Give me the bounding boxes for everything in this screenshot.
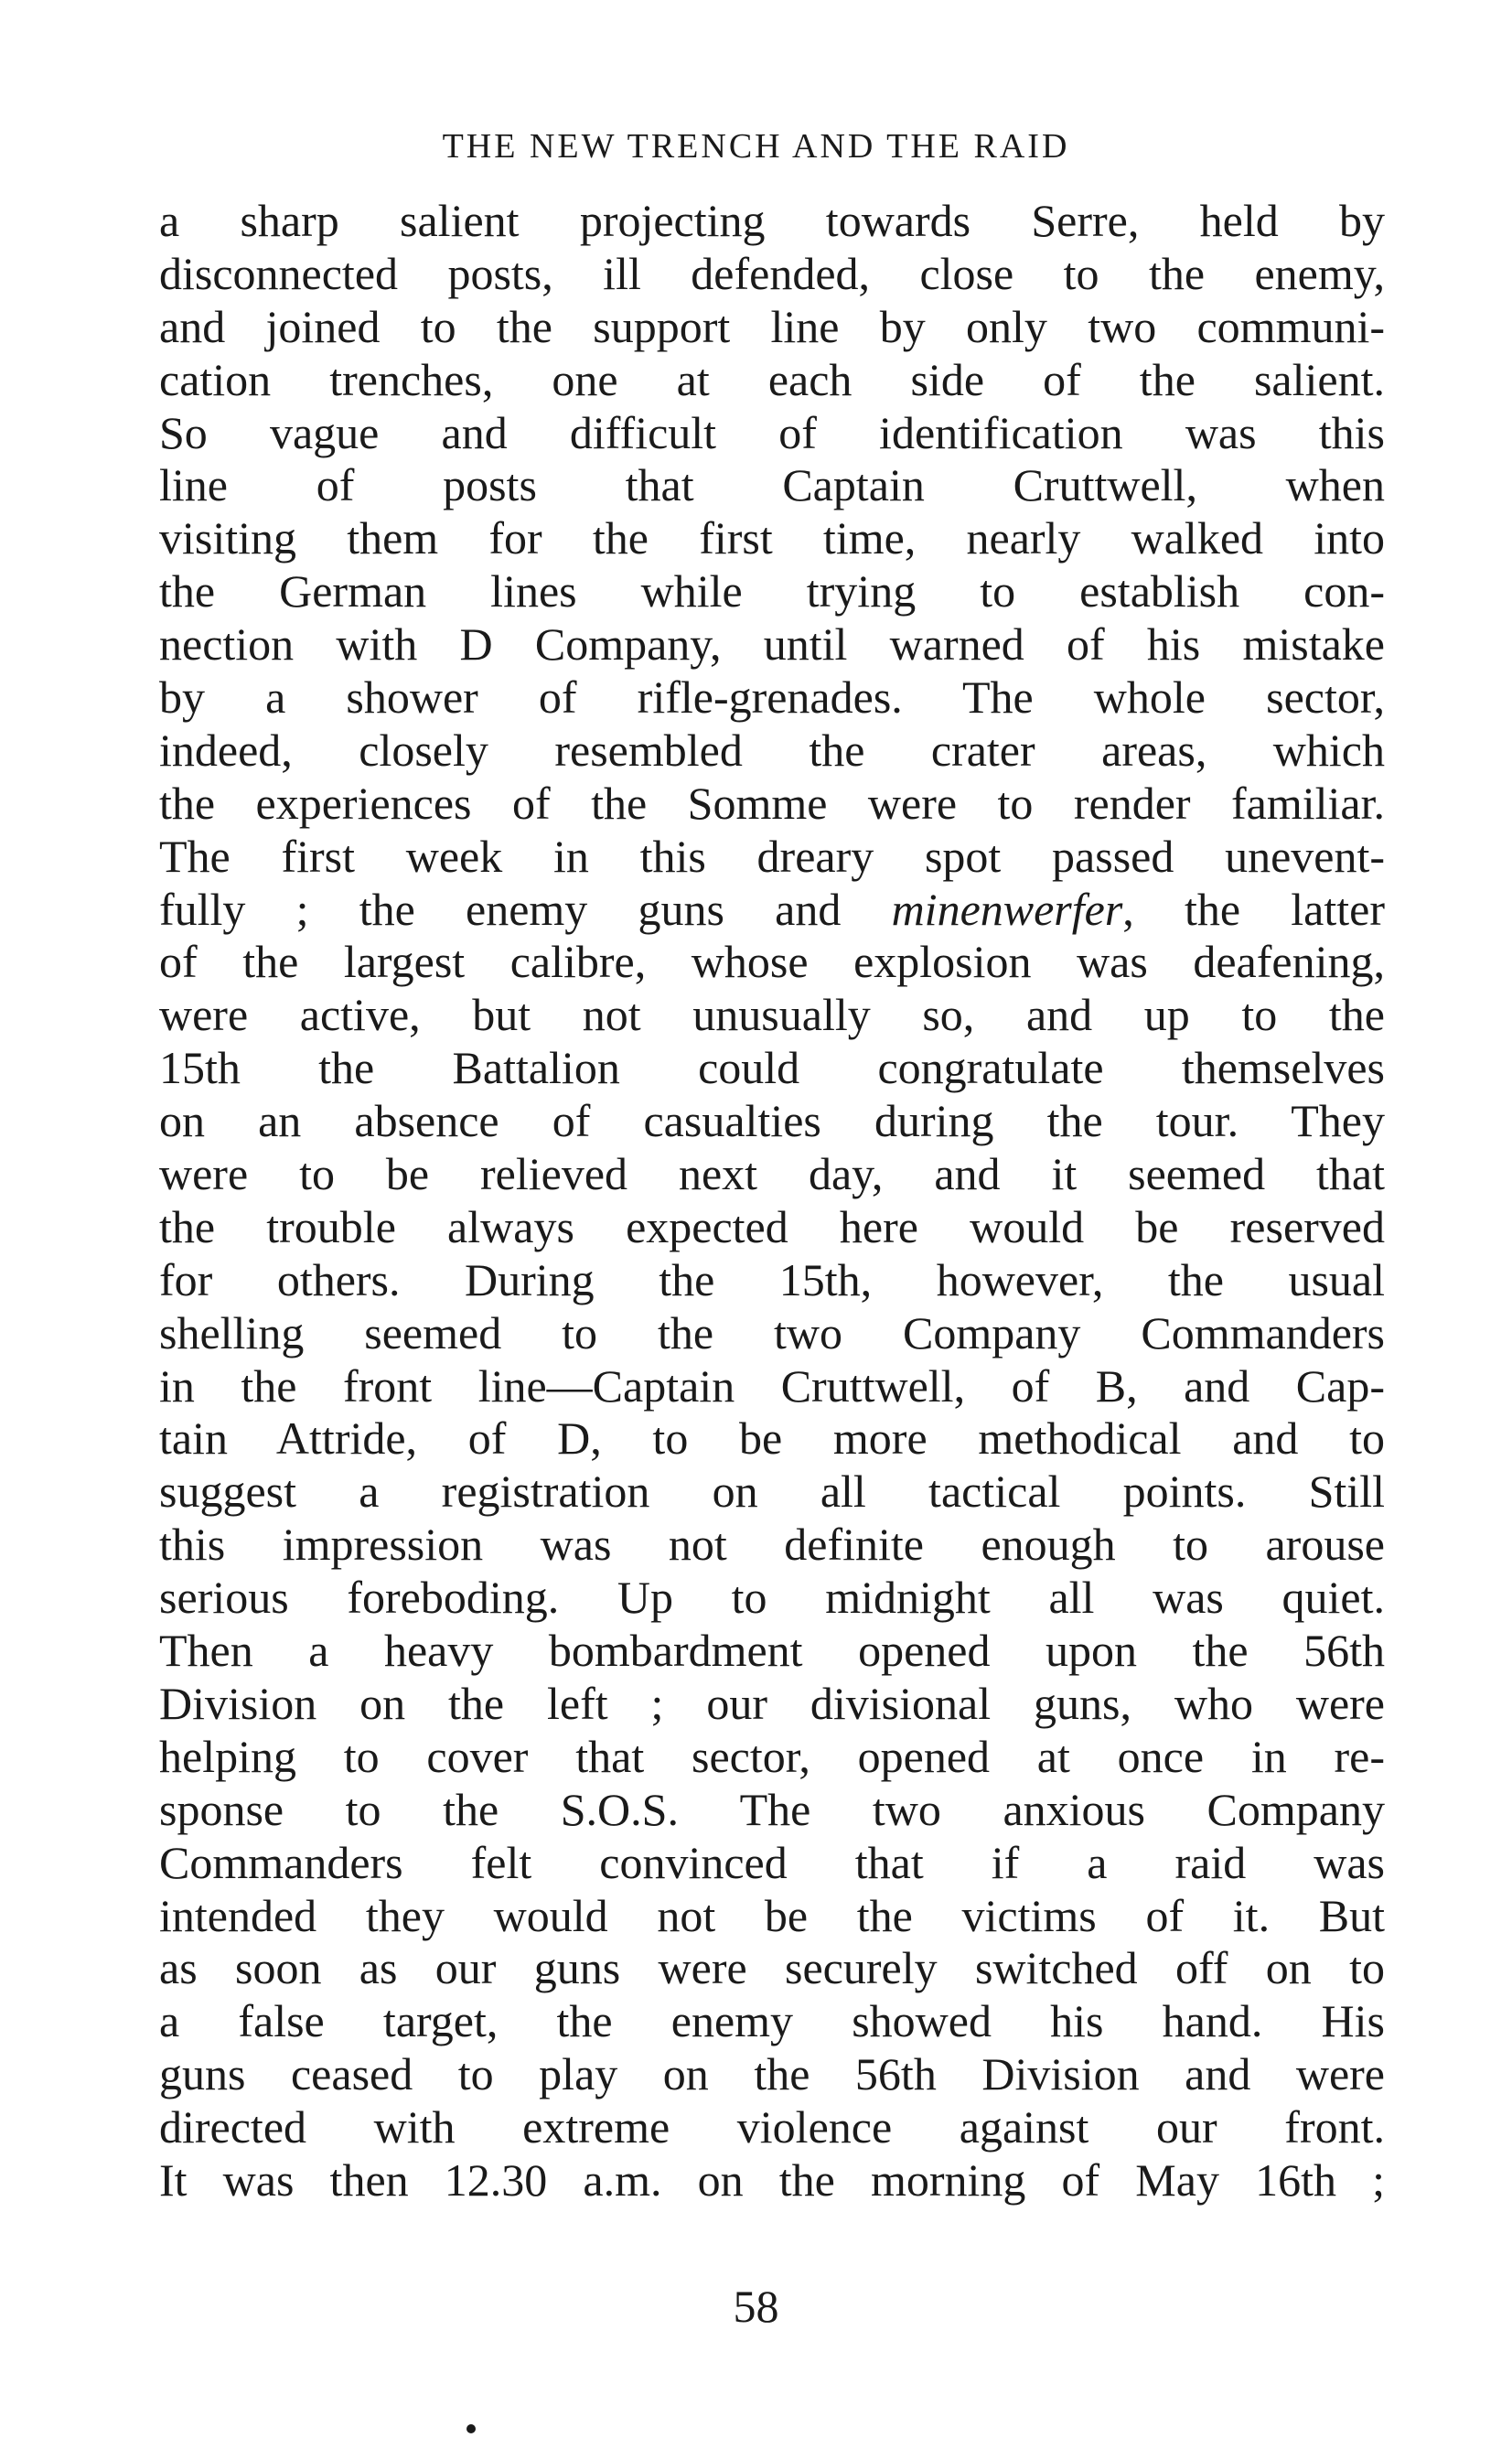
text-line: visiting them for the first time, nearly walked into — [159, 512, 1385, 564]
text-line: disconnected posts, ill defended, close to the enemy, — [159, 247, 1385, 299]
text-line: cation trenches, one at each side of the salient. — [159, 353, 1385, 405]
text-line: on an absence of casualties during the tour. They — [159, 1095, 1385, 1147]
text-line: suggest a registration on all tactical points. Still — [159, 1466, 1385, 1518]
text-line: nection with D Company, until warned of his mistake — [159, 618, 1385, 671]
page-mark — [466, 2424, 476, 2433]
text-line: Then a heavy bombardment opened upon the 56th — [159, 1625, 1385, 1677]
text-line: Commanders felt convinced that if a raid was — [159, 1836, 1385, 1888]
text-line: indeed, closely resembled the crater areas, which — [159, 724, 1385, 776]
text-line: sponse to the S.O.S. The two anxious Company — [159, 1783, 1385, 1835]
text-line: by a shower of rifle-grenades. The whole sector, — [159, 671, 1385, 724]
text-line: 15th the Battalion could congratulate themselves — [159, 1042, 1385, 1094]
text-line: were to be relieved next day, and it seemed that — [159, 1148, 1385, 1200]
text-line: the trouble always expected here would be reserved — [159, 1200, 1385, 1252]
text-line: The first week in this dreary spot passed unevent- — [159, 830, 1385, 882]
text-line: the German lines while trying to establish con- — [159, 565, 1385, 617]
text-line: Division on the left ; our divisional guns, who were — [159, 1677, 1385, 1729]
text-line: for others. During the 15th, however, the usual — [159, 1253, 1385, 1305]
text-line: guns ceased to play on the 56th Division and were — [159, 2048, 1385, 2100]
text-line: serious foreboding. Up to midnight all was quiet. — [159, 1572, 1385, 1624]
text-line: fully ; the enemy guns and minenwerfer, the latter — [159, 883, 1385, 935]
running-head: THE NEW TRENCH AND THE RAID — [442, 127, 1070, 166]
text-line: in the front line—Captain Cruttwell, of B, and Cap- — [159, 1359, 1385, 1412]
text-line: It was then 12.30 a.m. on the morning of May 16th ; — [159, 2153, 1385, 2206]
text-line: line of posts that Captain Cruttwell, when — [159, 459, 1385, 511]
text-line: a false target, the enemy showed his hand. His — [159, 1995, 1385, 2047]
text-line: So vague and difficult of identification was this — [159, 406, 1385, 458]
text-line: this impression was not definite enough to arouse — [159, 1519, 1385, 1571]
text-line: tain Attride, of D, to be more methodical and to — [159, 1412, 1385, 1465]
text-line: of the largest calibre, whose explosion was deafening, — [159, 936, 1385, 988]
italic-term: minenwerfer — [891, 883, 1123, 935]
text-line: were active, but not unusually so, and up to the — [159, 989, 1385, 1041]
text-line: the experiences of the Somme were to render familiar. — [159, 777, 1385, 829]
page-number: 58 — [733, 2281, 779, 2332]
text-line: shelling seemed to the two Company Commanders — [159, 1306, 1385, 1358]
body-text — [159, 195, 1385, 2207]
text-line: helping to cover that sector, opened at once in re- — [159, 1730, 1385, 1782]
text-line: a sharp salient projecting towards Serre, held by — [159, 195, 1385, 246]
text-line: and joined to the support line by only two communi- — [159, 300, 1385, 352]
text-line: intended they would not be the victims of it. But — [159, 1889, 1385, 1941]
text-line: directed with extreme violence against our front. — [159, 2101, 1385, 2153]
text-line: as soon as our guns were securely switched off on to — [159, 1942, 1385, 1994]
